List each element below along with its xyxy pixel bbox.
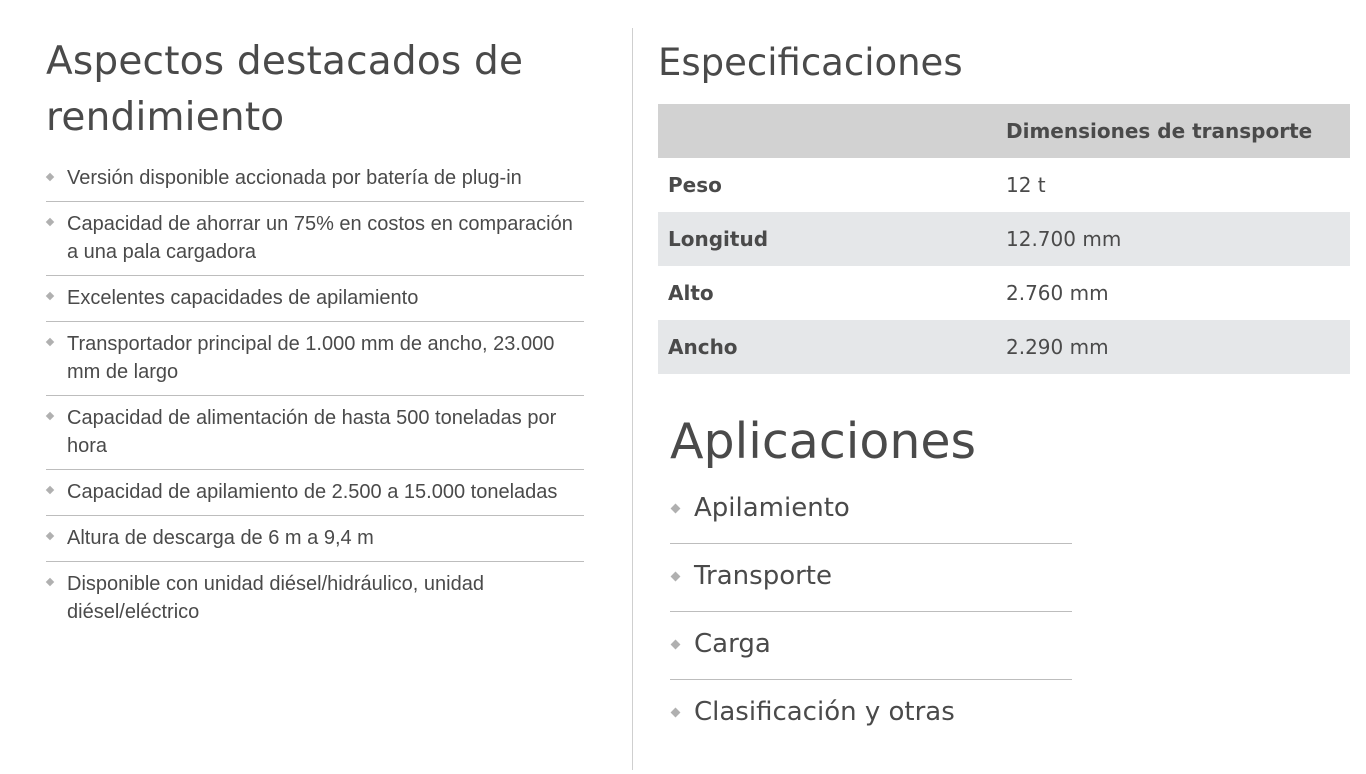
diamond-bullet-icon bbox=[46, 486, 54, 494]
row-label: Alto bbox=[668, 281, 714, 305]
row-label: Peso bbox=[668, 173, 722, 197]
row-value: 12 t bbox=[1006, 173, 1046, 197]
specifications-table bbox=[658, 104, 1350, 374]
table-row bbox=[658, 266, 1350, 320]
list-item-text: Disponible con unidad diésel/hidráulico, unidad diésel/eléctrico bbox=[67, 573, 484, 623]
list-item bbox=[46, 164, 584, 202]
table-row bbox=[658, 212, 1350, 266]
row-value: 2.290 mm bbox=[1006, 335, 1109, 359]
table-row bbox=[658, 320, 1350, 374]
list-item-text: Carga bbox=[694, 629, 771, 659]
highlights-title: Aspectos destacados de rendimiento bbox=[46, 39, 524, 140]
list-item bbox=[46, 516, 584, 562]
diamond-bullet-icon bbox=[46, 173, 54, 181]
diamond-bullet-icon bbox=[46, 412, 54, 420]
row-label: Ancho bbox=[668, 335, 738, 359]
diamond-bullet-icon bbox=[46, 532, 54, 540]
list-item-text: Capacidad de alimentación de hasta 500 toneladas por hora bbox=[67, 407, 557, 457]
list-item bbox=[670, 680, 1072, 747]
list-item bbox=[46, 322, 584, 396]
diamond-bullet-icon bbox=[46, 578, 54, 586]
list-item-text: Transporte bbox=[694, 561, 832, 591]
list-item-text: Altura de descarga de 6 m a 9,4 m bbox=[67, 527, 374, 549]
performance-highlights-section bbox=[46, 34, 610, 635]
applications-list bbox=[670, 488, 1072, 747]
diamond-bullet-icon bbox=[671, 572, 681, 582]
list-item-text: Apilamiento bbox=[694, 493, 850, 523]
list-item bbox=[46, 396, 584, 470]
list-item bbox=[46, 470, 584, 516]
diamond-bullet-icon bbox=[671, 640, 681, 650]
list-item-text: Versión disponible accionada por batería de plug-in bbox=[67, 167, 522, 189]
list-item bbox=[670, 488, 1072, 544]
table-header-transport-dimensions: Dimensiones de transporte bbox=[996, 104, 1350, 158]
row-value: 2.760 mm bbox=[1006, 281, 1109, 305]
applications-title: Aplicaciones bbox=[670, 413, 977, 470]
row-value: 12.700 mm bbox=[1006, 227, 1122, 251]
list-item-text: Excelentes capacidades de apilamiento bbox=[67, 287, 419, 309]
column-divider bbox=[632, 28, 633, 770]
specs-and-applications-section bbox=[658, 38, 1350, 747]
diamond-bullet-icon bbox=[46, 218, 54, 226]
row-label: Longitud bbox=[668, 227, 769, 251]
list-item-text: Transportador principal de 1.000 mm de ancho, 23.000 mm de largo bbox=[67, 333, 555, 383]
list-item bbox=[670, 612, 1072, 680]
highlights-list bbox=[46, 164, 584, 635]
list-item-text: Capacidad de apilamiento de 2.500 a 15.000 toneladas bbox=[67, 481, 558, 503]
diamond-bullet-icon bbox=[671, 504, 681, 514]
list-item bbox=[670, 544, 1072, 612]
list-item bbox=[46, 202, 584, 276]
diamond-bullet-icon bbox=[671, 708, 681, 718]
table-row bbox=[658, 158, 1350, 212]
list-item-text: Capacidad de ahorrar un 75% en costos en comparación a una pala cargadora bbox=[67, 213, 573, 263]
diamond-bullet-icon bbox=[46, 338, 54, 346]
list-item bbox=[46, 562, 584, 635]
specifications-title: Especificaciones bbox=[658, 41, 963, 84]
diamond-bullet-icon bbox=[46, 292, 54, 300]
table-header-row bbox=[658, 104, 1350, 158]
list-item-text: Clasificación y otras bbox=[694, 697, 955, 727]
list-item bbox=[46, 276, 584, 322]
table-header-empty-cell bbox=[658, 104, 996, 158]
